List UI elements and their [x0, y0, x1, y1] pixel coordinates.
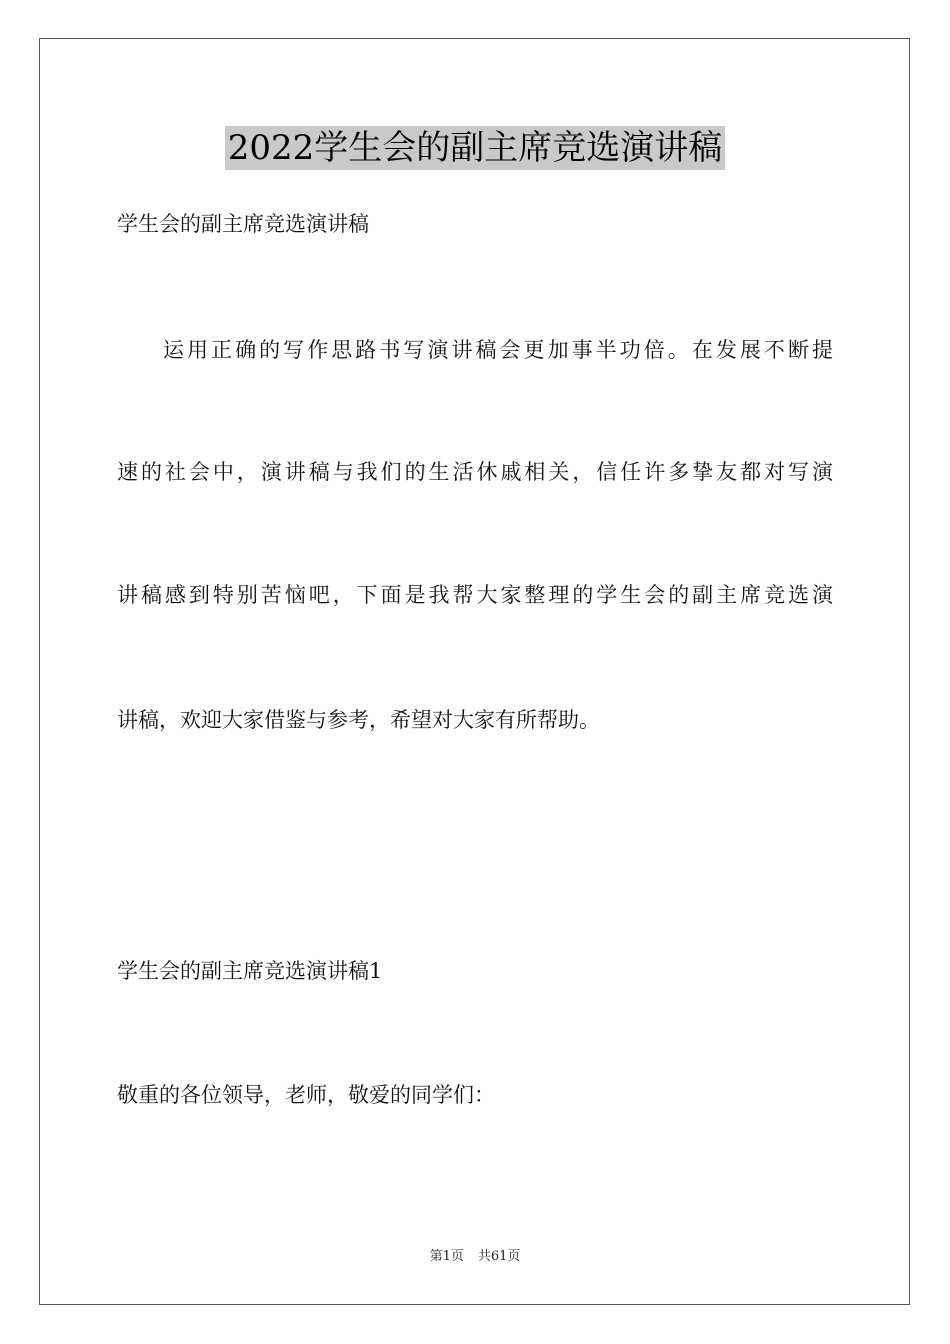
greeting-line: 敬重的各位领导，老师，敬爱的同学们：	[117, 1083, 495, 1107]
section-heading: 学生会的副主席竞选演讲稿1	[117, 959, 383, 983]
document-subtitle: 学生会的副主席竞选演讲稿	[117, 212, 369, 236]
page-number: 第1页	[429, 1249, 464, 1264]
intro-line-3: 讲稿感到特别苦恼吧，下面是我帮大家整理的学生会的副主席竞选演	[117, 583, 833, 607]
page-footer	[0, 1248, 950, 1266]
intro-line-2: 速的社会中，演讲稿与我们的生活休戚相关，信任许多挚友都对写演	[117, 460, 833, 484]
intro-line-1: 运用正确的写作思路书写演讲稿会更加事半功倍。在发展不断提	[163, 338, 833, 362]
document-title	[0, 126, 950, 170]
document-title-text: 2022学生会的副主席竞选演讲稿	[225, 126, 726, 170]
total-pages: 共61页	[477, 1249, 521, 1264]
intro-line-4: 讲稿，欢迎大家借鉴与参考，希望对大家有所帮助。	[117, 708, 600, 732]
